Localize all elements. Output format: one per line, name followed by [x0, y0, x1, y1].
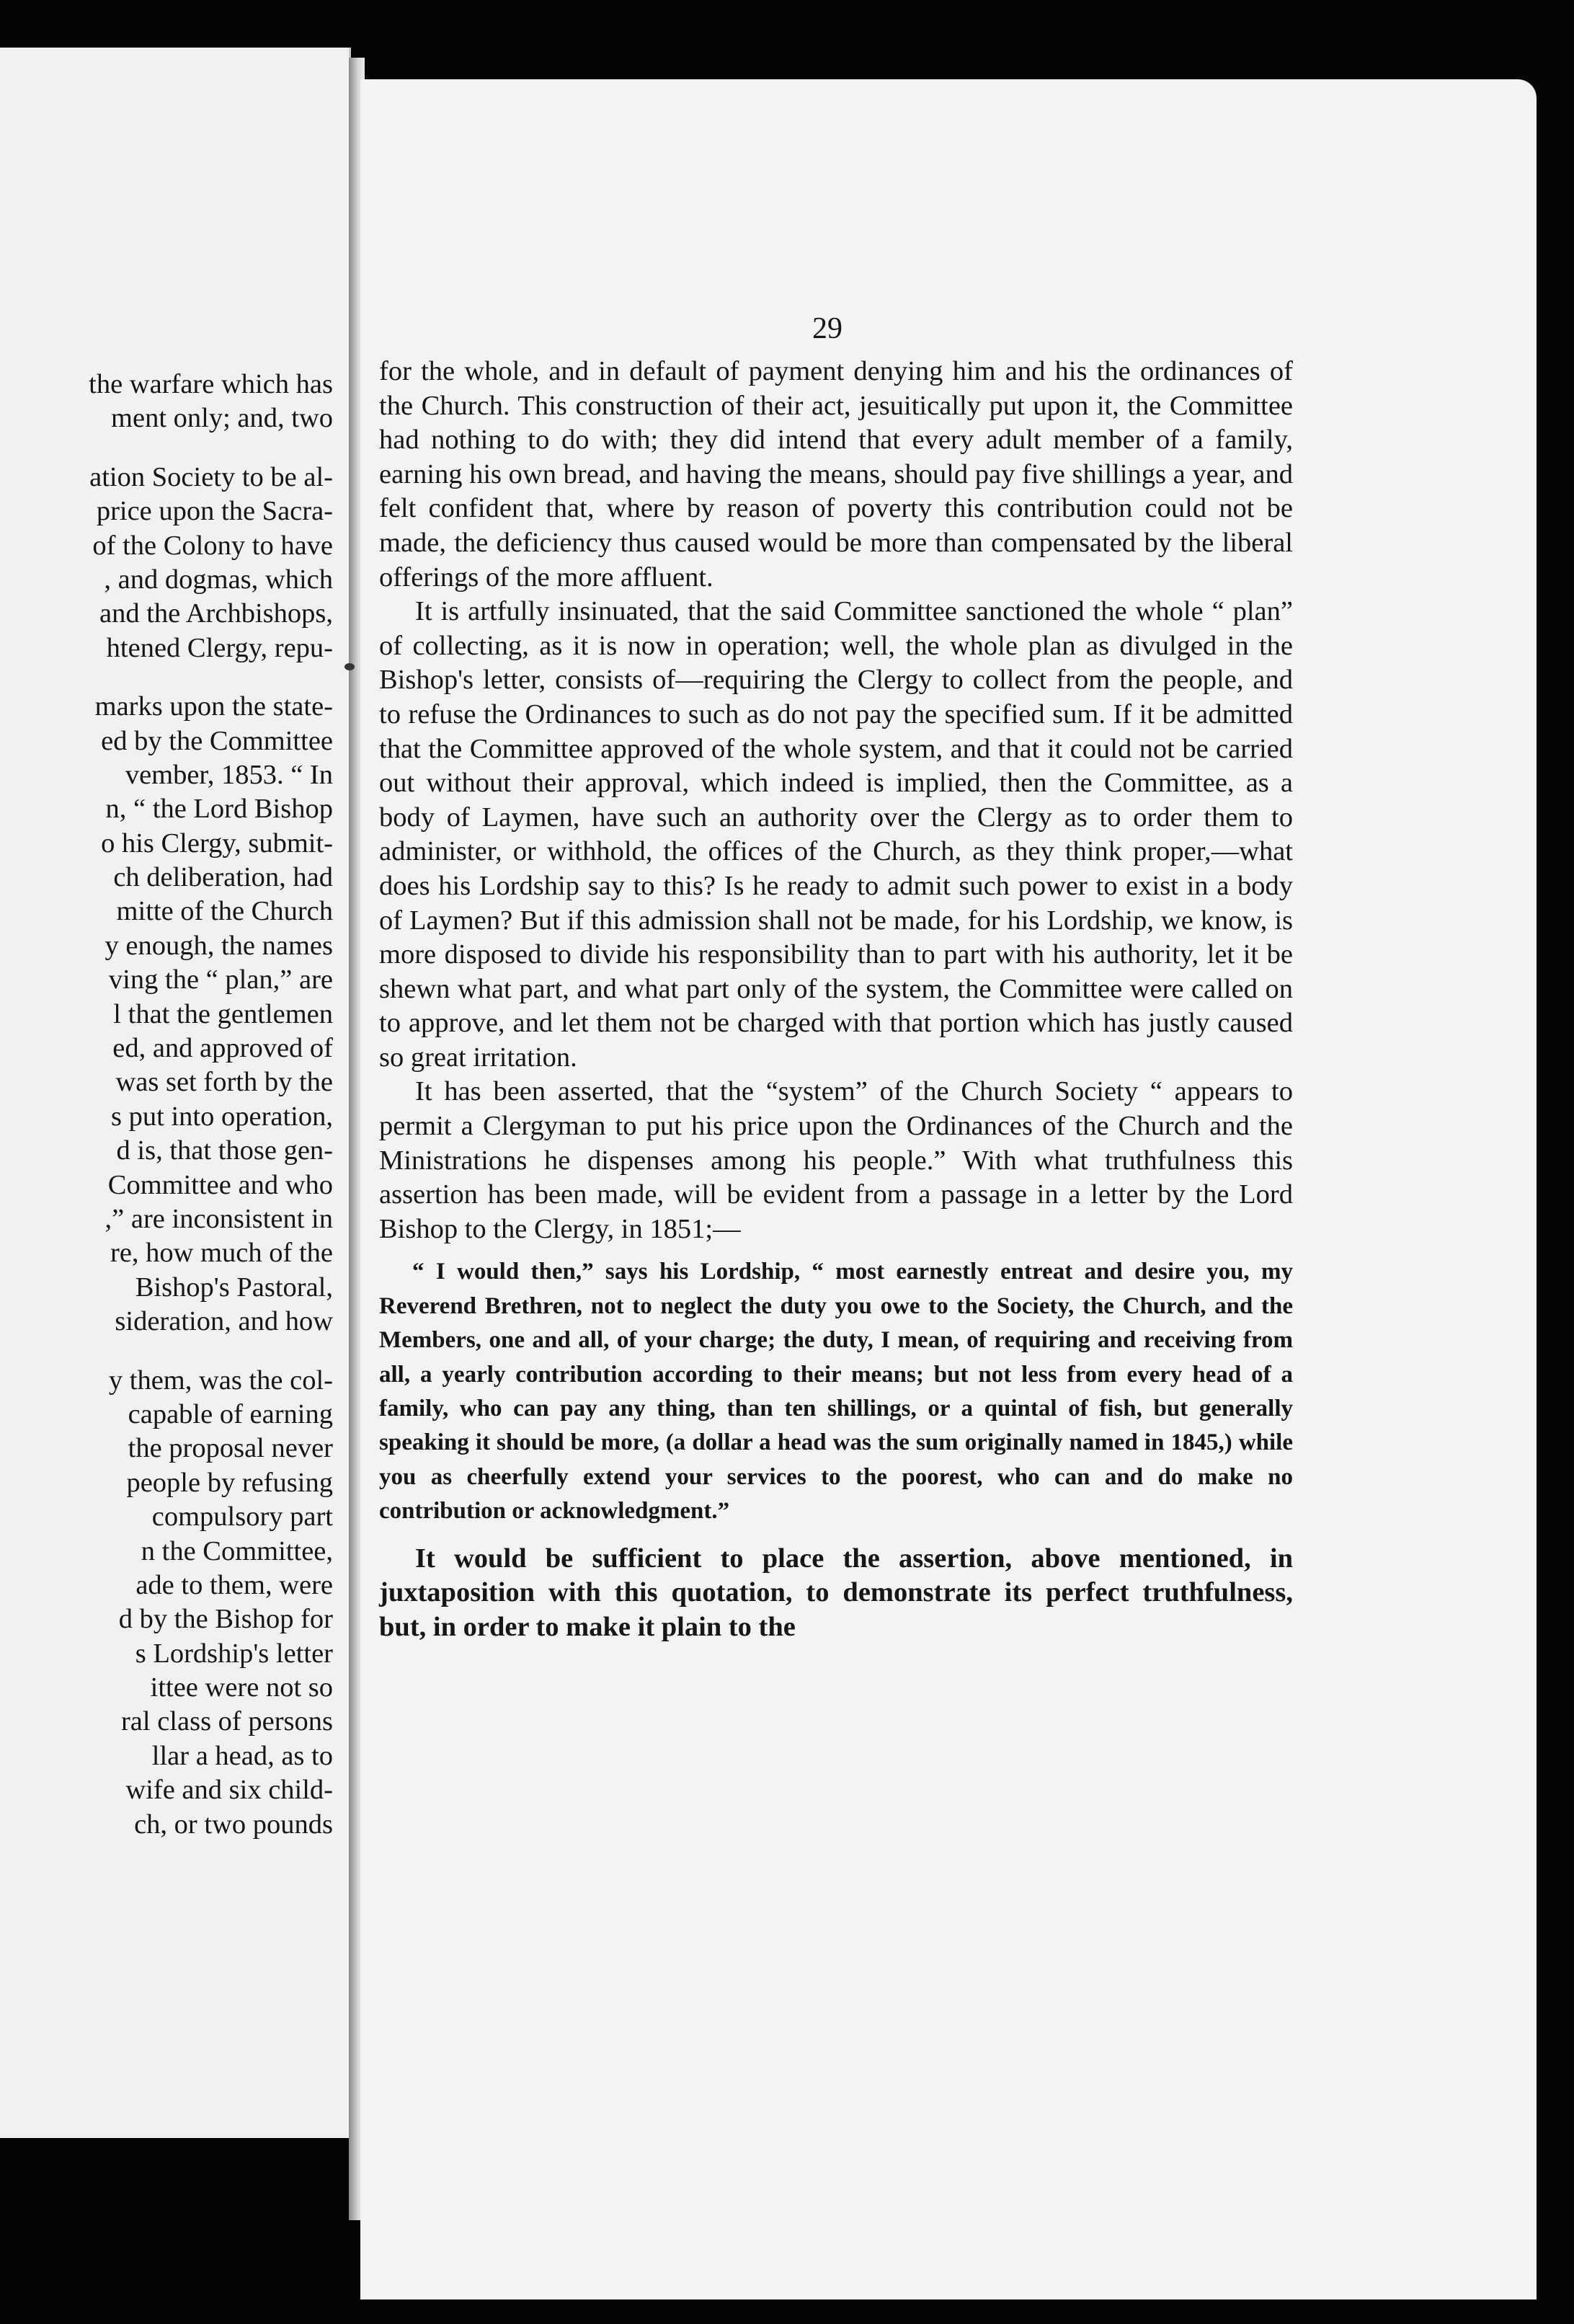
left-line: wife and six child- [125, 1775, 333, 1806]
left-line: n the Committee, [141, 1535, 333, 1566]
left-line: people by refusing [126, 1467, 333, 1498]
right-page [360, 79, 1537, 2299]
left-gap [0, 436, 333, 461]
left-line: llar a head, as to [151, 1740, 333, 1771]
left-line: price upon the Sacra- [96, 496, 333, 527]
left-line: ade to them, were [135, 1569, 333, 1600]
left-gap [0, 665, 333, 690]
left-line: d is, that those gen- [116, 1135, 333, 1166]
left-line: Committee and who [107, 1169, 333, 1200]
left-line: ,” are inconsistent in [105, 1203, 333, 1234]
left-line: mitte of the Church [116, 896, 333, 927]
left-page [0, 48, 351, 2138]
bishop-letter-quotation: “ I would then,” says his Lordship, “ most earnestly entreat and desire you, my Reverend Brethren, not to neglect the duty you owe to the Society, the Church, and the Members, one and all, of your charge; the duty, I mean, of requiring and receiving from all, a yearly contribution according to their means; but not less from every head of a family, who can pay any thing, than ten shillings, or a quintal of fish, but generally speaking it should be more, (a dollar a head was the sum originally named in 1845,) while you as cheerfully extend your services to the poorest, who can and do make no contribution or acknowledgment.” [379, 1259, 1293, 1525]
left-line: n, “ the Lord Bishop [105, 794, 333, 825]
paragraph-juxtaposition: It would be sufficient to place the assertion, above mentioned, in juxtaposition with this quotation, to demonstrate its perfect truthfulness, but, in order to make it plain to the [379, 1543, 1293, 1642]
paragraph-committee-plan: It is artfully insinuated, that the said Committee sanctioned the whole “ plan” of collecting, as it is now in operation; well, the whole plan as divulged in the Bishop's letter, consists of—requiring the Clergy to collect from the people, and to refuse the Ordinances to such as do not pay the specified sum. If it be admitted that the Committee approved of the whole system, and that it could not be carried out without their approval, which indeed is implied, then the Committee, as a body of Laymen, have such an authority over the Clergy as to order them to administer, or withhold, the offices of the Church, as they think proper,—what does his Lordship say to this? Is he ready to admit such power to exist in a body of Laymen? But if this admission shall not be made, for his Lordship, we know, is more disposed to divide his responsibility than to part with his authority, let it be shewn what part, and what part only of the system, the Committee were called on to approve, and let them not be charged with that portion which has justly caused so great irritation. [379, 596, 1293, 1073]
left-line: l that the gentlemen [113, 998, 333, 1029]
left-line: compulsory part [151, 1502, 333, 1533]
left-line: vember, 1853. “ In [125, 759, 333, 790]
left-line: s put into operation, [111, 1101, 333, 1132]
left-line: ch, or two pounds [134, 1809, 333, 1840]
left-line: sideration, and how [115, 1306, 333, 1337]
left-line: , and dogmas, which [104, 564, 333, 595]
left-line: y them, was the col- [108, 1365, 333, 1396]
left-line: ving the “ plan,” are [108, 964, 333, 995]
left-line: ation Society to be al- [89, 461, 333, 492]
left-line: ment only; and, two [111, 403, 333, 434]
left-line: the proposal never [128, 1433, 333, 1464]
left-line: s Lordship's letter [135, 1638, 333, 1669]
scan-speck [344, 663, 355, 670]
left-line: capable of earning [128, 1398, 333, 1429]
left-line: ch deliberation, had [113, 862, 333, 893]
left-line: o his Clergy, submit- [101, 828, 333, 859]
left-page-text [0, 368, 333, 1842]
left-line: ed, and approved of [112, 1033, 333, 1064]
left-line: re, how much of the [110, 1238, 333, 1269]
left-line: the warfare which has [89, 369, 333, 399]
left-line: ittee were not so [150, 1672, 333, 1703]
left-line: Bishop's Pastoral, [135, 1272, 333, 1303]
paragraph-continued: for the whole, and in default of payment denying him and his the ordinances of the Church. This construction of their act, jesuitically put upon it, the Committee had nothing to do with; they did intend that every adult member of a family, earning his own bread, and having the means, should pay five shillings a year, and felt confident that, where by reason of poverty this contribution could not be made, the deficiency thus caused would be more than compensated by the liberal offerings of the more affluent. [379, 356, 1293, 593]
left-line: htened Clergy, repu- [106, 632, 333, 663]
paragraph-system-assertion: It has been asserted, that the “system” of the Church Society “ appears to permit a Clergyman to put his price upon the Ordinances of the Church and the Ministrations he dispenses among his people.” With what truthfulness this assertion has been made, will be evident from a passage in a letter by the Lord Bishop to the Clergy, in 1851;— [379, 1076, 1293, 1244]
left-line: ed by the Committee [101, 725, 333, 756]
left-line: and the Archbishops, [99, 598, 333, 629]
left-line: was set forth by the [115, 1067, 333, 1098]
left-line: d by the Bishop for [118, 1604, 333, 1635]
page-number: 29 [812, 312, 842, 345]
left-line: ral class of persons [120, 1706, 333, 1737]
left-gap [0, 1339, 333, 1364]
left-line: of the Colony to have [92, 530, 333, 561]
right-page-text [379, 355, 1293, 1644]
left-line: y enough, the names [105, 930, 333, 961]
left-line: marks upon the state- [94, 691, 333, 722]
